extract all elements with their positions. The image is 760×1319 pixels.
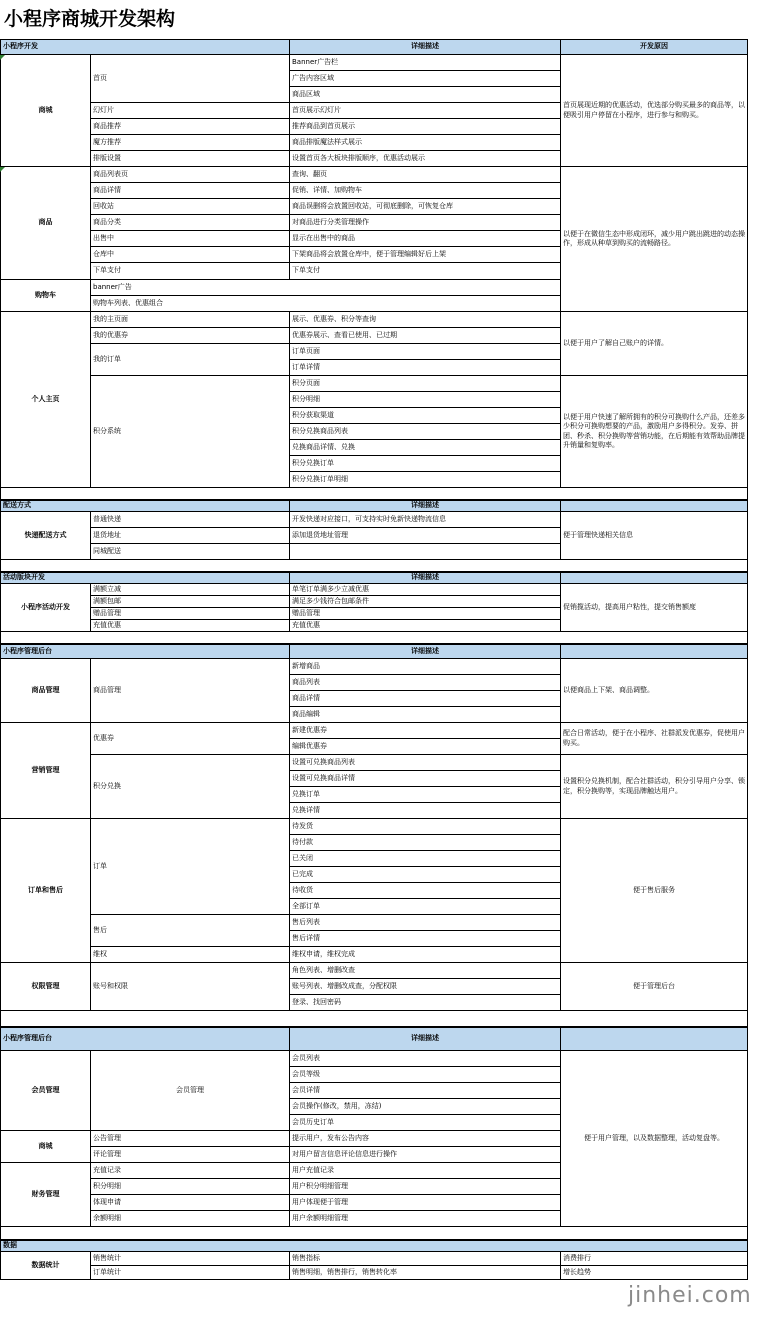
reason-cell: 以便于用户快速了解所拥有的积分可换购什么产品，还差多少积分可换购想要的产品，激励用户多得积分。发券、拼团、秒杀、积分换购等营销功能，在后期能有效帮助品牌提升销量和复购率。 (561, 376, 748, 488)
description-cell: 新增商品 (290, 659, 561, 675)
description-cell: 下单支付 (290, 263, 561, 280)
column-header-reason: 开发原因 (561, 39, 748, 55)
description-cell: 角色列表、增删改查 (290, 963, 561, 979)
sub-item-cell: 商品列表页 (91, 167, 290, 183)
sub-item-cell: 回收站 (91, 199, 290, 215)
description-cell: 兑换商品详情、兑换 (290, 440, 561, 456)
column-header-desc: 详细描述 (290, 572, 561, 584)
description-cell: 用户体现便于管理 (290, 1195, 561, 1211)
description-cell: 会员列表 (290, 1051, 561, 1067)
watermark: jinhei.com (628, 1283, 752, 1308)
description-cell: 会员详情 (290, 1083, 561, 1099)
description-cell: 商品误删将会放置回收站，可彻底删除，可恢复仓库 (290, 199, 561, 215)
description-cell: 销售明细，销售排行，销售转化率 (290, 1266, 561, 1280)
category-cell: 财务管理 (0, 1163, 91, 1227)
sub-item-cell: 退货地址 (91, 528, 290, 544)
page-title: 小程序商城开发架构 (4, 8, 176, 30)
description-cell: 满足多少钱符合包邮条件 (290, 596, 561, 608)
description-cell: 开发快递对应接口，可支持实时免新快递物流信息 (290, 512, 561, 528)
spacer-row (0, 488, 748, 500)
description-cell: 已完成 (290, 867, 561, 883)
description-cell: 展示、优惠券、积分等查询 (290, 312, 561, 328)
sub-item-cell: 评论管理 (91, 1147, 290, 1163)
column-header-desc: 详细描述 (290, 1027, 561, 1051)
description-cell (290, 544, 561, 560)
sub-item-cell: 商品推荐 (91, 119, 290, 135)
sub-item-cell: 我的优惠券 (91, 328, 290, 344)
sub-item-cell: 售后 (91, 915, 290, 947)
description-cell: 促销、详情、加购物车 (290, 183, 561, 199)
reason-cell: 以便于在微信生态中形成闭环，减少用户跳出跳进的动态操作，形成从种草到购买的流畅路径。 (561, 167, 748, 312)
description-cell: 新建优惠券 (290, 723, 561, 739)
spacer-row (0, 632, 748, 644)
description-cell: 提示用户，发布公告内容 (290, 1131, 561, 1147)
sub-item-cell: 首页 (91, 55, 290, 103)
reason-cell: 便于管理后台 (561, 963, 748, 1011)
sub-item-cell: 体现申请 (91, 1195, 290, 1211)
sub-item-cell: 满额立减 (91, 584, 290, 596)
description-cell: 会员操作(修改，禁用，冻结) (290, 1099, 561, 1115)
section-title: 活动版块开发 (0, 572, 290, 584)
sub-item-cell: 普通快递 (91, 512, 290, 528)
description-cell: 订单详情 (290, 360, 561, 376)
section-title: 配送方式 (0, 500, 290, 512)
sub-item-cell: 销售统计 (91, 1252, 290, 1266)
reason-cell: 消费排行 (561, 1252, 748, 1266)
category-cell: 购物车 (0, 280, 91, 312)
description-cell: 查询、翻页 (290, 167, 561, 183)
column-header-reason (561, 1027, 748, 1051)
description-cell: 首页展示幻灯片 (290, 103, 561, 119)
description-cell: 已关闭 (290, 851, 561, 867)
category-cell: 商城 (0, 1131, 91, 1163)
description-cell: 添加退货地址管理 (290, 528, 561, 544)
description-cell: 积分兑换商品列表 (290, 424, 561, 440)
reason-cell: 以便商品上下架、商品调整。 (561, 659, 748, 723)
reason-cell: 便于管理快递相关信息 (561, 512, 748, 560)
description-cell: 全部订单 (290, 899, 561, 915)
comment-marker-icon (0, 55, 5, 60)
category-cell: 个人主页 (0, 312, 91, 488)
description-cell: 商品区域 (290, 87, 561, 103)
sub-item-cell: 排版设置 (91, 151, 290, 167)
description-cell: 积分兑换订单 (290, 456, 561, 472)
sub-item-cell: 下单支付 (91, 263, 290, 280)
description-cell: 待付款 (290, 835, 561, 851)
sub-item-cell: 我的订单 (91, 344, 290, 376)
description-cell: 积分获取渠道 (290, 408, 561, 424)
section-title: 数据 (0, 1240, 748, 1252)
description-cell: 下架商品将会放置仓库中，便于管理编辑好后上架 (290, 247, 561, 263)
category-cell: 权限管理 (0, 963, 91, 1011)
description-cell: 待收货 (290, 883, 561, 899)
sub-item-cell: 出售中 (91, 231, 290, 247)
description-cell: 编辑优惠券 (290, 739, 561, 755)
column-header-desc: 详细描述 (290, 644, 561, 659)
sub-item-cell: 满额包邮 (91, 596, 290, 608)
column-header-desc: 详细描述 (290, 39, 561, 55)
description-cell: 积分兑换订单明细 (290, 472, 561, 488)
sub-item-cell: 订单统计 (91, 1266, 290, 1280)
description-cell: 售后详情 (290, 931, 561, 947)
description-cell: 积分明细 (290, 392, 561, 408)
category-cell: 营销管理 (0, 723, 91, 819)
description-cell: 设置首页各大板块排版顺序，优惠活动展示 (290, 151, 561, 167)
description-cell: 兑换订单 (290, 787, 561, 803)
sub-item-cell: 账号和权限 (91, 963, 290, 1011)
description-cell: 售后列表 (290, 915, 561, 931)
description-cell: 账号列表、增删改成查，分配权限 (290, 979, 561, 995)
spacer-row (0, 1011, 748, 1027)
category-cell: 数据统计 (0, 1252, 91, 1280)
reason-cell: 促销揽活动，提高用户粘性，提交销售额度 (561, 584, 748, 632)
sub-item-cell: 公告管理 (91, 1131, 290, 1147)
section-title: 小程序开发 (0, 39, 290, 55)
description-cell: 销售指标 (290, 1252, 561, 1266)
description-cell: 用户余额明细管理 (290, 1211, 561, 1227)
reason-cell: 便于用户管理，以及数据整理，活动复盘等。 (561, 1051, 748, 1227)
description-cell: 兑换详情 (290, 803, 561, 819)
reason-cell: 首页展现近期的优惠活动，优选部分购买最多的商品等，以便吸引用户停留在小程序，进行参与和购买。 (561, 55, 748, 167)
sub-item-cell: 商品详情 (91, 183, 290, 199)
description-cell: 待发货 (290, 819, 561, 835)
description-cell: 显示在出售中的商品 (290, 231, 561, 247)
column-header-desc: 详细描述 (290, 500, 561, 512)
reason-cell: 配合日常活动，便于在小程序、社群派发优惠券，促使用户购买。 (561, 723, 748, 755)
sub-item-cell: 幻灯片 (91, 103, 290, 119)
description-cell: 商品编辑 (290, 707, 561, 723)
sub-item-cell: 积分兑换 (91, 755, 290, 819)
description-cell: 用户充值记录 (290, 1163, 561, 1179)
reason-cell: 增长趋势 (561, 1266, 748, 1280)
category-cell: 订单和售后 (0, 819, 91, 963)
sub-item-cell: 魔方推荐 (91, 135, 290, 151)
column-header-reason (561, 500, 748, 512)
sub-item-cell: banner广告 (91, 280, 561, 296)
spacer-row (0, 1227, 748, 1240)
description-cell: Banner广告栏 (290, 55, 561, 71)
sub-item-cell: 仓库中 (91, 247, 290, 263)
spacer-row (0, 560, 748, 572)
description-cell: 登录、找回密码 (290, 995, 561, 1011)
sub-item-cell: 我的主页面 (91, 312, 290, 328)
sub-item-cell: 维权 (91, 947, 290, 963)
sub-item-cell: 积分明细 (91, 1179, 290, 1195)
reason-cell: 设置积分兑换机制，配合社群活动，积分引导用户分享、锁定，积分换购等，实现品牌触达用户。 (561, 755, 748, 819)
comment-marker-icon (0, 167, 5, 172)
description-cell: 用户积分明细管理 (290, 1179, 561, 1195)
sub-item-cell: 赠品管理 (91, 608, 290, 620)
description-cell: 商品详情 (290, 691, 561, 707)
sub-item-cell: 订单 (91, 819, 290, 915)
sub-item-cell: 商品分类 (91, 215, 290, 231)
category-cell: 快递配送方式 (0, 512, 91, 560)
sub-item-cell: 商品管理 (91, 659, 290, 723)
reason-cell: 以便于用户了解自己账户的详情。 (561, 312, 748, 376)
description-cell: 对用户留言信息评论信息进行操作 (290, 1147, 561, 1163)
column-header-reason (561, 644, 748, 659)
sub-item-cell: 同城配送 (91, 544, 290, 560)
description-cell: 设置可兑换商品详情 (290, 771, 561, 787)
description-cell: 设置可兑换商品列表 (290, 755, 561, 771)
description-cell: 会员等级 (290, 1067, 561, 1083)
sub-item-cell: 积分系统 (91, 376, 290, 488)
column-header-reason (561, 572, 748, 584)
description-cell: 赠品管理 (290, 608, 561, 620)
category-cell: 会员管理 (0, 1051, 91, 1131)
category-cell: 商品管理 (0, 659, 91, 723)
description-cell: 单笔订单满多少立减优惠 (290, 584, 561, 596)
sub-item-cell: 购物车列表、优惠组合 (91, 296, 561, 312)
description-cell: 充值优惠 (290, 620, 561, 632)
description-cell: 订单页面 (290, 344, 561, 360)
section-title: 小程序管理后台 (0, 1027, 290, 1051)
description-cell: 会员历史订单 (290, 1115, 561, 1131)
sub-item-cell: 优惠券 (91, 723, 290, 755)
reason-cell: 便于售后服务 (561, 819, 748, 963)
description-cell: 广告内容区域 (290, 71, 561, 87)
category-cell: 小程序活动开发 (0, 584, 91, 632)
sub-item-cell: 充值优惠 (91, 620, 290, 632)
section-title: 小程序管理后台 (0, 644, 290, 659)
description-cell: 推荐商品到首页展示 (290, 119, 561, 135)
sub-item-cell: 充值记录 (91, 1163, 290, 1179)
description-cell: 维权申请，维权完成 (290, 947, 561, 963)
description-cell: 对商品进行分类管理操作 (290, 215, 561, 231)
sub-item-cell: 余额明细 (91, 1211, 290, 1227)
category-cell: 商品 (0, 167, 91, 280)
category-cell: 商城 (0, 55, 91, 167)
sub-item-cell: 会员管理 (91, 1051, 290, 1131)
description-cell: 商品列表 (290, 675, 561, 691)
description-cell: 积分页面 (290, 376, 561, 392)
description-cell: 优惠券展示、查看已使用、已过期 (290, 328, 561, 344)
description-cell: 商品排版魔法样式展示 (290, 135, 561, 151)
